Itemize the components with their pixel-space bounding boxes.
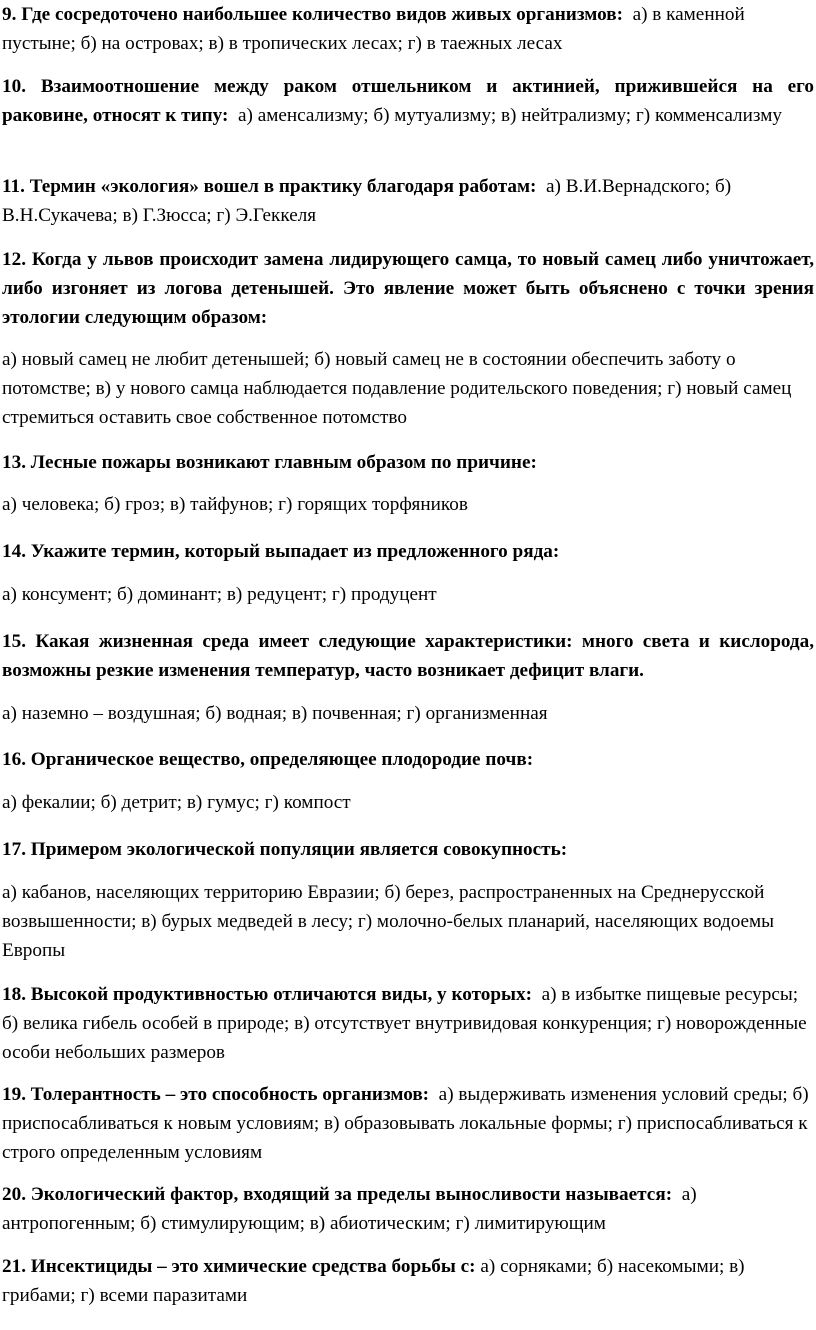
- question-prompt: 9. Где сосредоточено наибольшее количество видов живых организмов:: [2, 4, 623, 25]
- question-16-prompt: 16. Органическое вещество, определяющее плодородие почв:: [2, 749, 534, 770]
- question-19: [2, 1080, 814, 1167]
- question-18: [2, 980, 814, 1067]
- question-17-options: а) кабанов, населяющих территорию Евразии; б) берез, распространенных на Среднерусской возвышенности; в) бурых медведей в лесу; г) молочно-белых планарий, населяющих водоемы Европы: [2, 882, 775, 961]
- question-16-options: а) фекалии; б) детрит; в) гумус; г) компост: [2, 792, 351, 813]
- question-14-options: а) консумент; б) доминант; в) редуцент; г) продуцент: [2, 584, 437, 605]
- answer-options: а) выдерживать изменения условий среды; б) приспосабливаться к новым условиям; в) образовывать локальные формы; г) приспосабливаться к строго определенным условиям: [2, 1084, 809, 1163]
- question-17-prompt: 17. Примером экологической популяции является совокупность:: [2, 839, 568, 860]
- question-21: [2, 1252, 814, 1310]
- question-20: [2, 1180, 814, 1238]
- question-15-prompt: 15. Какая жизненная среда имеет следующие характеристики: много света и кислорода, возможны резкие изменения температур, часто возникает дефицит влаги.: [2, 631, 814, 681]
- answer-options: а) В.И.Вернадского; б) В.Н.Сукачева; в) Г.Зюсса; г) Э.Геккеля: [2, 176, 732, 226]
- answer-options: а) аменсализму; б) мутуализму; в) нейтрализму; г) комменсализму: [238, 105, 782, 126]
- question-prompt: 19. Толерантность – это способность организмов:: [2, 1084, 430, 1105]
- question-prompt: 21. Инсектициды – это химические средства борьбы с:: [2, 1256, 476, 1277]
- question-9: [2, 0, 814, 58]
- question-prompt: 10. Взаимоотношение между раком отшельником и актинией, прижившейся на его раковине, относят к типу:: [2, 76, 814, 126]
- question-14-prompt: 14. Укажите термин, который выпадает из предложенного ряда:: [2, 541, 560, 562]
- answer-options: а) антропогенным; б) стимулирующим; в) абиотическим; г) лимитирующим: [2, 1184, 697, 1234]
- question-13-options: а) человека; б) гроз; в) тайфунов; г) горящих торфяников: [2, 494, 468, 515]
- answer-options: а) в избытке пищевые ресурсы; б) велика гибель особей в природе; в) отсутствует внутривидовая конкуренция; г) новорожденные особи небольших размеров: [2, 984, 807, 1063]
- question-15-options: а) наземно – воздушная; б) водная; в) почвенная; г) организменная: [2, 703, 548, 724]
- question-prompt: 18. Высокой продуктивностью отличаются виды, у которых:: [2, 984, 532, 1005]
- question-prompt: 20. Экологический фактор, входящий за пределы выносливости называется:: [2, 1184, 673, 1205]
- question-10: [2, 72, 814, 130]
- question-11: [2, 172, 814, 230]
- answer-options: а) в каменной пустыне; б) на островах; в) в тропических лесах; г) в таежных лесах: [2, 4, 745, 54]
- question-12-options: а) новый самец не любит детенышей; б) новый самец не в состоянии обеспечить заботу о потомстве; в) у нового самца наблюдается подавление родительского поведения; г) новый самец стремиться оставить свое собственное потомство: [2, 349, 792, 428]
- question-prompt: 11. Термин «экология» вошел в практику благодаря работам:: [2, 176, 537, 197]
- answer-options: а) сорняками; б) насекомыми; в) грибами; г) всеми паразитами: [2, 1256, 745, 1306]
- question-12-prompt: 12. Когда у львов происходит замена лидирующего самца, то новый самец либо уничтожает, либо изгоняет из логова детенышей. Это явление может быть объяснено с точки зрения этологии следующим образом:: [2, 249, 814, 328]
- question-13-prompt: 13. Лесные пожары возникают главным образом по причине:: [2, 452, 537, 473]
